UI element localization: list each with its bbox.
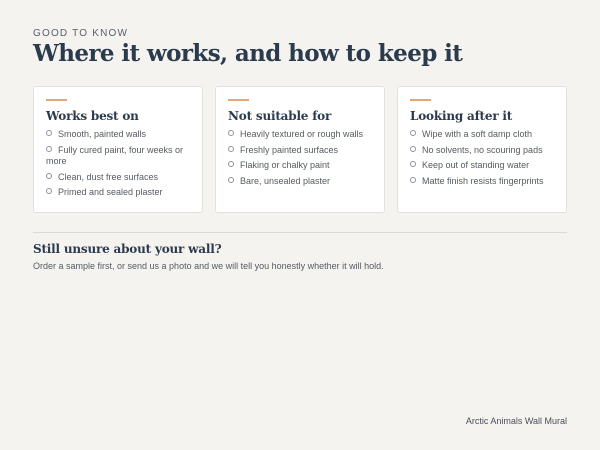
- list-item: [410, 129, 555, 141]
- list-item-text: No solvents, no scouring pads: [422, 144, 543, 155]
- list-item-text: Smooth, painted walls: [58, 129, 147, 139]
- list-item-text: Matte finish resists fingerprints: [422, 175, 544, 186]
- card-title: Not suitable for: [228, 109, 332, 123]
- list-item-text: Wipe with a soft damp cloth: [422, 129, 533, 139]
- card-title: Works best on: [46, 109, 139, 123]
- circle-bullet-icon: [228, 146, 234, 152]
- card-accent-line: [46, 99, 67, 101]
- list-item-text: Flaking or chalky paint: [240, 160, 330, 170]
- card-title: Looking after it: [410, 109, 513, 123]
- card-list: [228, 129, 373, 187]
- circle-bullet-icon: [46, 130, 52, 136]
- list-item: [228, 160, 373, 172]
- note-title: Still unsure about your wall?: [33, 242, 222, 256]
- list-item-text: Fully cured paint, four weeks or more: [46, 144, 184, 166]
- list-item: [46, 172, 191, 184]
- card-list: [46, 129, 191, 199]
- list-item: [46, 187, 191, 199]
- circle-bullet-icon: [410, 177, 416, 183]
- page-title: Where it works, and how to keep it: [33, 40, 463, 67]
- list-item: [410, 176, 555, 188]
- card-not-suitable-for: [215, 86, 385, 213]
- list-item-text: Freshly painted surfaces: [240, 144, 339, 155]
- list-item: [228, 129, 373, 141]
- circle-bullet-icon: [228, 177, 234, 183]
- card-accent-line: [228, 99, 249, 101]
- card-list: [410, 129, 555, 187]
- list-item-text: Heavily textured or rough walls: [240, 129, 364, 139]
- circle-bullet-icon: [410, 130, 416, 136]
- circle-bullet-icon: [46, 173, 52, 179]
- section-divider: [33, 232, 567, 233]
- list-item-text: Keep out of standing water: [422, 160, 530, 170]
- list-item-text: Clean, dust free surfaces: [58, 171, 159, 182]
- circle-bullet-icon: [410, 161, 416, 167]
- footer-product-name: Arctic Animals Wall Mural: [465, 416, 567, 426]
- circle-bullet-icon: [228, 130, 234, 136]
- list-item-text: Bare, unsealed plaster: [240, 175, 331, 186]
- list-item: [228, 145, 373, 157]
- list-item: [410, 145, 555, 157]
- list-item: [46, 145, 191, 168]
- circle-bullet-icon: [410, 146, 416, 152]
- info-cards: [33, 86, 567, 213]
- list-item: [228, 176, 373, 188]
- note-body: Order a sample first, or send us a photo and we will tell you honestly whether it will hold.: [33, 261, 384, 271]
- card-looking-after-it: [397, 86, 567, 213]
- circle-bullet-icon: [46, 146, 52, 152]
- section-eyebrow: GOOD TO KNOW: [33, 28, 129, 39]
- list-item: [410, 160, 555, 172]
- card-accent-line: [410, 99, 431, 101]
- list-item: [46, 129, 191, 141]
- circle-bullet-icon: [46, 188, 52, 194]
- list-item-text: Primed and sealed plaster: [58, 187, 163, 197]
- card-works-best-on: [33, 86, 203, 213]
- circle-bullet-icon: [228, 161, 234, 167]
